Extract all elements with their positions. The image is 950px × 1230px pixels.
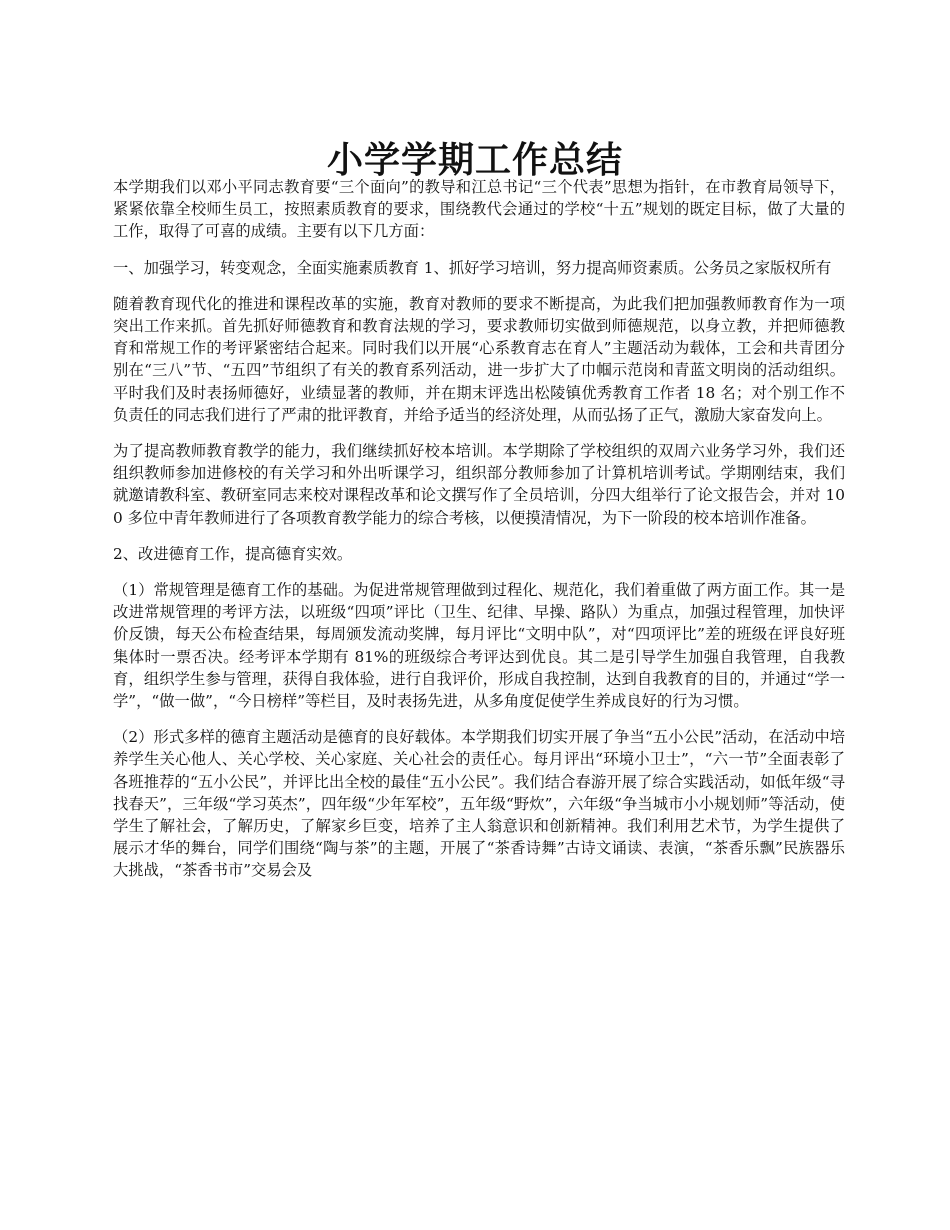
document-body bbox=[113, 176, 845, 896]
moral-activities-paragraph: （2）形式多样的德育主题活动是德育的良好载体。本学期我们切实开展了争当“五小公民”活动，在活动中培养学生关心他人、关心学校、关心家庭、关心社会的责任心。每月评出“环境小卫士”，“六一节”全面表彰了各班推荐的“五小公民”，并评比出全校的最佳“五小公民”。我们结合春游开展了综合实践活动，如低年级“寻找春天”，三年级“学习英杰”，四年级“少年军校”，五年级“野炊”，六年级“争当城市小小规划师”等活动，使学生了解社会，了解历史，了解家乡巨变，培养了主人翁意识和创新精神。我们利用艺术节，为学生提供了展示才华的舞台，同学们围绕“陶与茶”的主题，开展了“茶香诗舞”古诗文诵读、表演，“茶香乐飘”民族器乐大挑战，“茶香书市”交易会及 bbox=[113, 728, 845, 880]
routine-management-paragraph: （1）常规管理是德育工作的基础。为促进常规管理做到过程化、规范化，我们着重做了两方面工作。其一是改进常规管理的考评方法，以班级“四项”评比（卫生、纪律、早操、路队）为重点，加强过程管理，加快评价反馈，每天公布检查结果，每周颁发流动奖牌，每月评比“文明中队”，对“四项评比”差的班级在评良好班集体时一票否决。经考评本学期有 81%的班级综合考评达到优良。其二是引导学生加强自我管理，自我教育，组织学生参与管理，获得自我体验，进行自我评价，形成自我控制，达到自我教育的目的，并通过“学一学”，“做一做”，“今日榜样”等栏目，及时表扬先进，从多角度促使学生养成良好的行为习惯。 bbox=[113, 581, 845, 711]
section-heading-2: 2、改进德育工作，提高德育实效。 bbox=[113, 544, 353, 563]
document-title: 小学学期工作总结 bbox=[326, 139, 623, 182]
intro-paragraph: 本学期我们以邓小平同志教育要“三个面向”的教导和江总书记“三个代表”思想为指针，在市教育局领导下，紧紧依靠全校师生员工，按照素质教育的要求，围绕教代会通过的学校“十五”规划的既定目标，做了大量的工作，取得了可喜的成绩。主要有以下几方面： bbox=[113, 178, 845, 241]
section-heading-1: 一、加强学习，转变观念，全面实施素质教育 1、抓好学习培训，努力提高师资素质。公务员之家版权所有 bbox=[113, 258, 832, 277]
teacher-training-paragraph: 为了提高教师教育教学的能力，我们继续抓好校本培训。本学期除了学校组织的双周六业务学习外，我们还组织教师参加进修校的有关学习和外出听课学习，组织部分教师参加了计算机培训考试。学期刚结束，我们就邀请教科室、教研室同志来校对课程改革和论文撰写作了全员培训，分四大组举行了论文报告会，并对 100 多位中青年教师进行了各项教育教学能力的综合考核，以便摸清情况，为下一阶段的校本培训作准备。 bbox=[113, 442, 845, 527]
teacher-ethics-paragraph: 随着教育现代化的推进和课程改革的实施，教育对教师的要求不断提高，为此我们把加强教师教育作为一项突出工作来抓。首先抓好师德教育和教育法规的学习，要求教师切实做到师德规范，以身立教，并把师德教育和常规工作的考评紧密结合起来。同时我们以开展“心系教育志在育人”主题活动为载体，工会和共青团分别在“三八”节、“五四”节组织了有关的教育系列活动，进一步扩大了巾帼示范岗和青蓝文明岗的活动组织。平时我们及时表扬师德好，业绩显著的教师，并在期末评选出松陵镇优秀教育工作者 18 名；对个别工作不负责任的同志我们进行了严肃的批评教育，并给予适当的经济处理，从而弘扬了正气，激励大家奋发向上。 bbox=[113, 294, 845, 424]
